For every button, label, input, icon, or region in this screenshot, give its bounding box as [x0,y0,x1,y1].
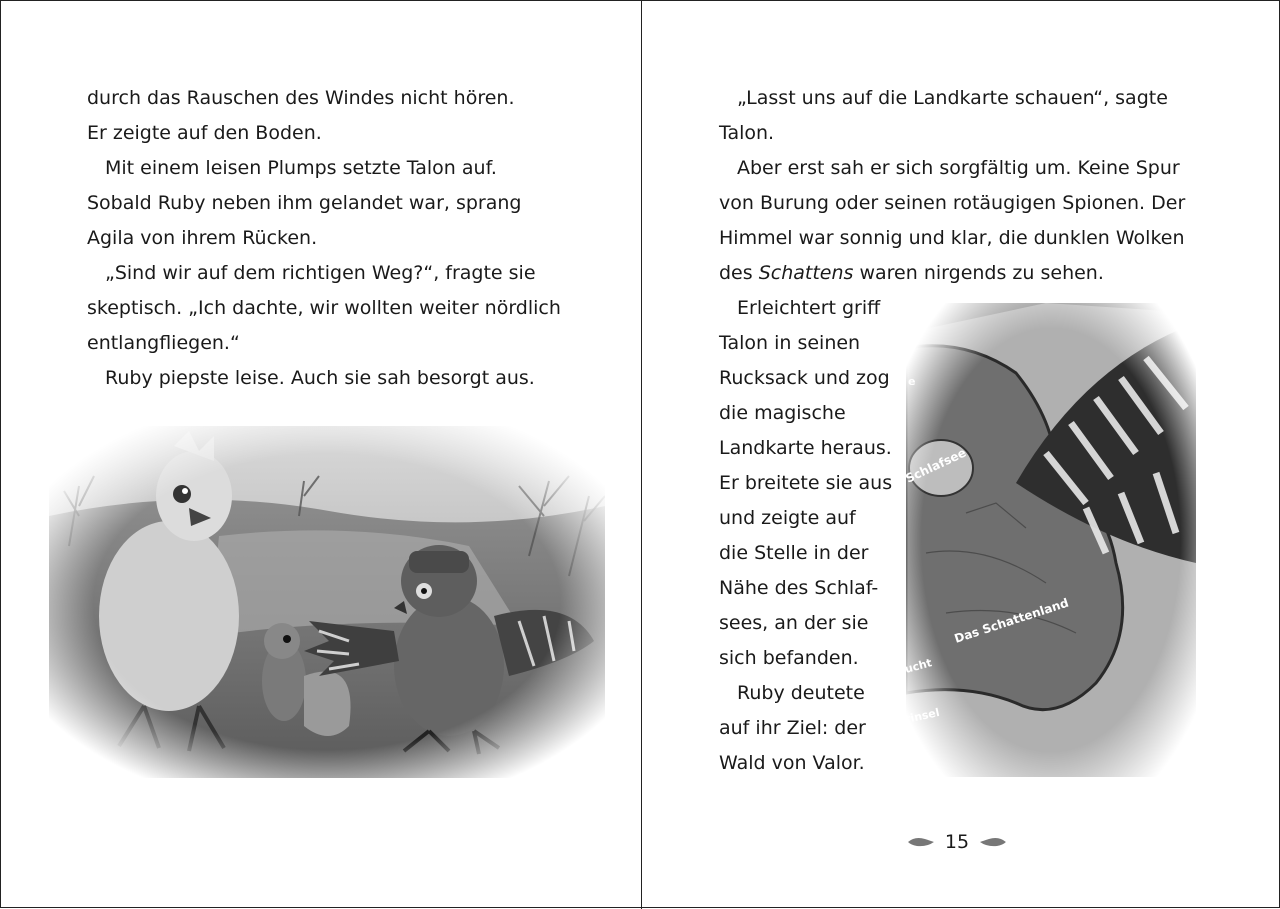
text-line: Er zeigte auf den Boden. [87,122,322,144]
text-line [719,256,1185,291]
text-line: Ruby piepste leise. Auch sie sah besorgt aus. [105,367,535,389]
text-line: Erleichtert griff [737,297,881,319]
text-line: entlangfliegen.“ [87,332,240,354]
text-line: die Stelle in der [719,542,869,564]
text-fragment: des [719,262,753,284]
illustration-birds-and-squirrel [49,426,605,778]
left-page [1,1,641,909]
text-line: sees, an der sie [719,612,869,634]
text-line: Sobald Ruby neben ihm gelandet war, sprang [87,192,522,214]
text-line: Aber erst sah er sich sorgfältig um. Keine Spur [737,157,1180,179]
text-line: Nähe des Schlaf- [719,577,879,599]
text-line: Mit einem leisen Plumps setzte Talon auf. [105,157,497,179]
text-line: Himmel war sonnig und klar, die dunklen Wolken [719,227,1185,249]
left-page-text [87,81,561,396]
page-number-footer [907,827,1007,857]
text-line: Agila von ihrem Rücken. [87,227,318,249]
right-page [642,1,1280,909]
page-number: 15 [944,831,970,853]
text-line: und zeigte auf [719,507,856,529]
text-line: Ruby deutete [737,682,865,704]
text-line: Wald von Valor. [719,752,865,774]
text-line: skeptisch. „Ich dachte, wir wollten weiter nördlich [87,297,561,319]
right-page-text-side [719,291,892,781]
text-line: sich befanden. [719,647,859,669]
text-line: Landkarte heraus. [719,437,892,459]
text-line: von Burung oder seinen rotäugigen Spionen. Der [719,192,1186,214]
text-line: Talon in seinen [719,332,861,354]
leaf-ornament-icon [907,836,935,848]
illustration-map-and-feather [906,303,1196,777]
text-line: „Lasst uns auf die Landkarte schauen“, sagte [737,87,1168,109]
right-page-text-top [719,81,1185,291]
text-line: auf ihr Ziel: der [719,717,866,739]
text-line: die magische [719,402,846,424]
leaf-ornament-icon [979,836,1007,848]
text-line: „Sind wir auf dem richtigen Weg?“, fragte sie [105,262,536,284]
text-line: Er breitete sie aus [719,472,893,494]
text-line: durch das Rauschen des Windes nicht hören. [87,87,515,109]
italic-word: Schattens [758,262,854,284]
text-fragment: waren nirgends zu sehen. [859,262,1104,284]
text-line: Talon. [719,122,775,144]
text-line: Rucksack und zog [719,367,890,389]
